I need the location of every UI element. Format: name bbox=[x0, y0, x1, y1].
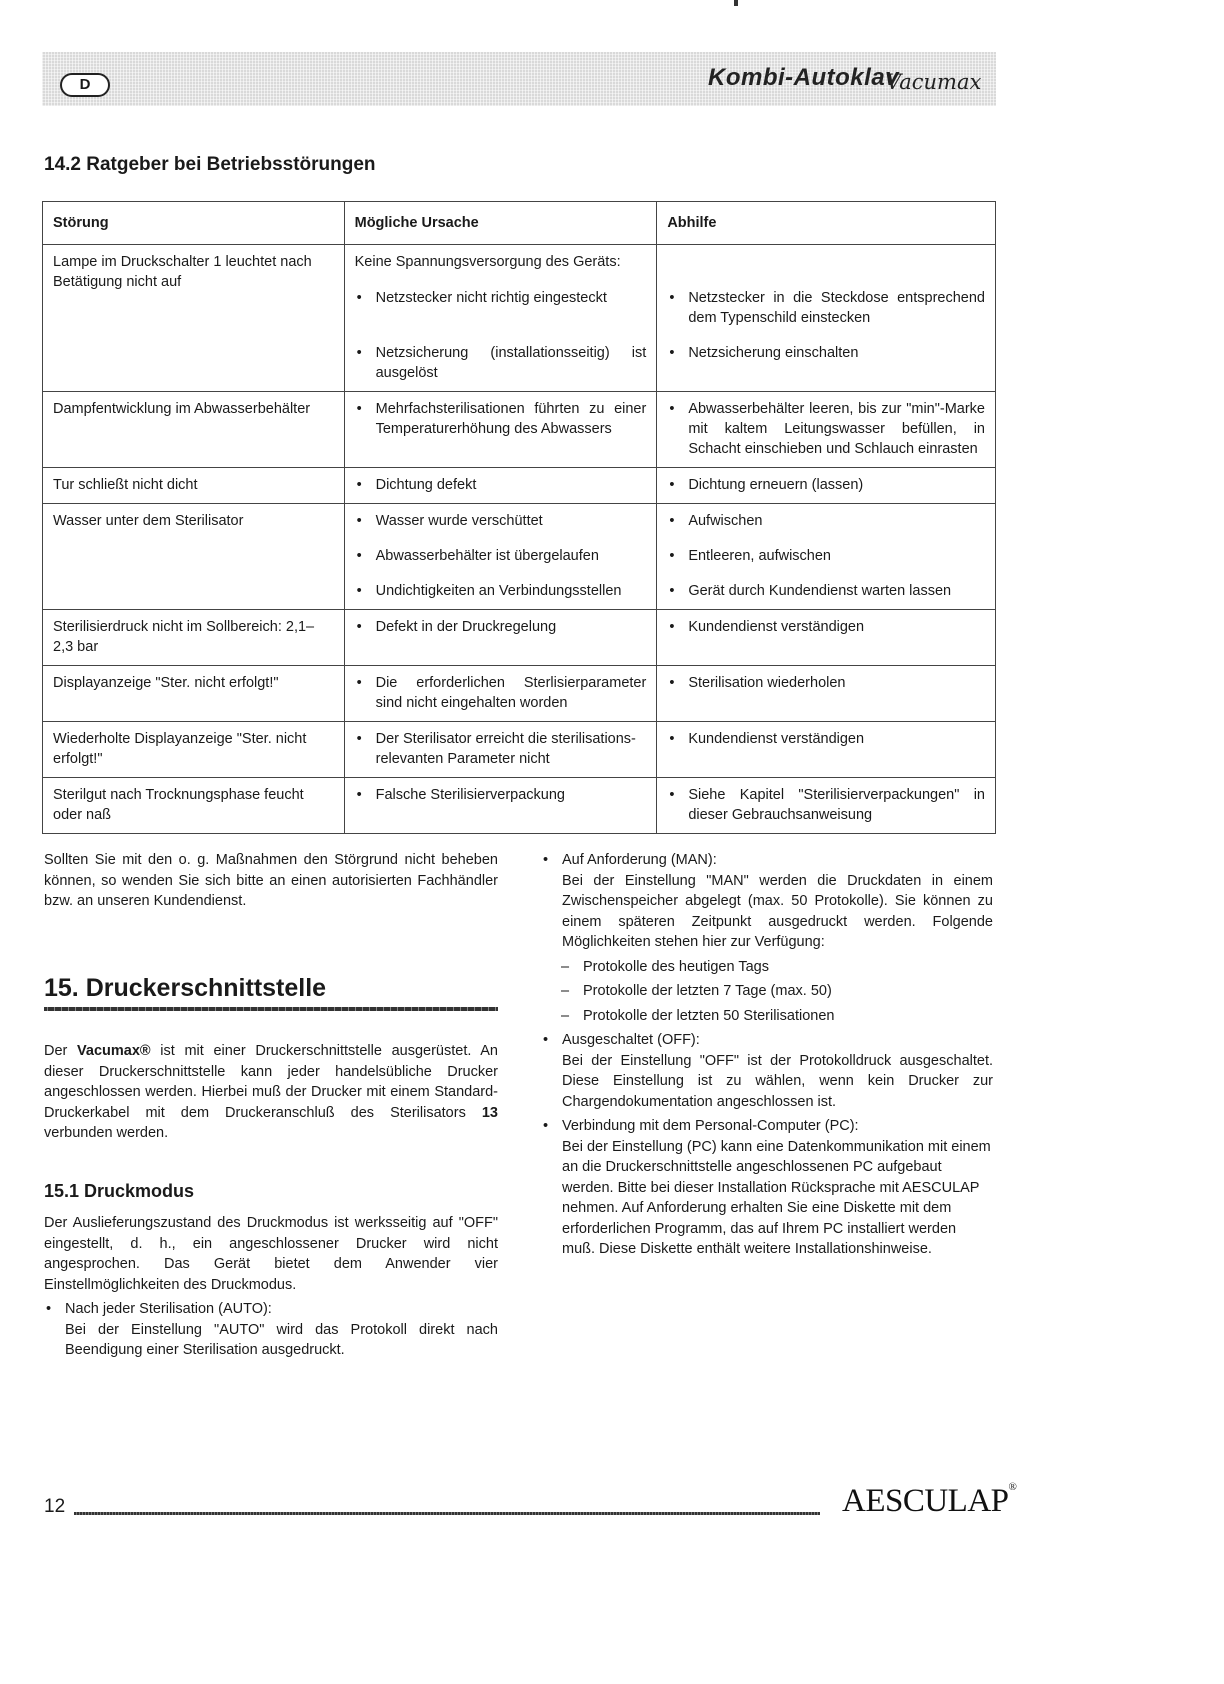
table-row bbox=[43, 245, 996, 392]
remedy-item: • Aufwischen bbox=[667, 511, 985, 531]
table-row bbox=[43, 610, 996, 666]
table-row bbox=[43, 722, 996, 778]
mode-label: • Ausgeschaltet (OFF): bbox=[562, 1032, 700, 1048]
remedy-cell bbox=[657, 468, 996, 504]
fault-cell: Dampfentwicklung im Abwasserbehälter bbox=[43, 392, 345, 468]
troubleshooting-note: Sollten Sie mit den o. g. Maßnahmen den Störgrund nicht beheben können, so wenden Sie sich bitte an einen autorisierten Fachhändler bzw. an unseren Kundendienst. bbox=[44, 852, 498, 909]
remedy-cell bbox=[657, 504, 996, 610]
remedy-item: • Netzstecker in die Steckdose entsprechend dem Typenschild einstecken bbox=[667, 288, 985, 328]
cause-item: • Falsche Sterilisierverpackung bbox=[355, 785, 647, 805]
column-header-remedy: Abhilfe bbox=[657, 202, 996, 245]
mode-description: Bei der Einstellung (PC) kann eine Datenkommunikation mit einem an die Druckerschnittstelle angeschlossenen PC aufgebaut werden. Bitte bei dieser Installation Rücksprache mit AESCULAP nehmen. Auf Anforderung erhalten Sie eine Diskette mit dem erforderlichen Programm, das auf Ihrem PC installiert werden muß. Diese Diskette enthält weitere Installationshinweise. bbox=[562, 1138, 991, 1257]
header-title: Kombi-Autoklav bbox=[708, 64, 900, 91]
footer-rule bbox=[74, 1512, 820, 1515]
mode-label: • Auf Anforderung (MAN): bbox=[562, 852, 717, 868]
cause-cell bbox=[344, 666, 657, 722]
cause-item: • Der Sterilisator erreicht die sterilisations-relevanten Parameter nicht bbox=[355, 729, 647, 769]
fault-cell: Tur schließt nicht dicht bbox=[43, 468, 345, 504]
section-14-2-title: 14.2 Ratgeber bei Betriebsstörungen bbox=[44, 154, 376, 175]
cause-cell bbox=[344, 392, 657, 468]
connector-reference: 13 bbox=[481, 1104, 498, 1121]
remedy-cell bbox=[657, 610, 996, 666]
intro-text-middle: ist mit einer Druckerschnittstelle ausgerüstet. An dieser Druckerschnittstelle kann jeder handelsübliche Drucker angeschlossen werden. Hierbei muß der Drucker mit einem Standard-Druckerkabel mit dem Druckeranschluß des Sterilisators bbox=[44, 1043, 498, 1121]
mode-description: Bei der Einstellung "MAN" werden die Druckdaten in einem Zwischenspeicher abgelegt (max. 50 Protokolle). Sie können zu einem späteren Zeitpunkt ausgedruckt werden. Folgende Möglichkeiten stehen hier zur Verfügung: bbox=[562, 872, 993, 950]
cause-item: • Wasser wurde verschüttet bbox=[355, 511, 647, 531]
remedy-item: • Siehe Kapitel "Sterilisierverpackungen" in dieser Gebrauchsanweisung bbox=[667, 785, 985, 825]
remedy-item: • Netzsicherung einschalten bbox=[667, 343, 985, 363]
section-15-1-title: 15.1 Druckmodus bbox=[44, 1181, 195, 1201]
table-header-row bbox=[43, 202, 996, 245]
section-15-rule bbox=[44, 1007, 498, 1011]
remedy-item: • Kundendienst verständigen bbox=[667, 617, 985, 637]
section-15-title: 15. Druckerschnittstelle bbox=[44, 974, 327, 1002]
cause-cell bbox=[344, 245, 657, 392]
section-15-1-modes bbox=[541, 850, 993, 1260]
remedy-item: • Gerät durch Kundendienst warten lassen bbox=[667, 581, 985, 601]
fault-cell: Sterilisierdruck nicht im Sollbereich: 2,1–2,3 bar bbox=[43, 610, 345, 666]
fault-cell: Wasser unter dem Sterilisator bbox=[43, 504, 345, 610]
cause-cell bbox=[344, 610, 657, 666]
mode-label: • Verbindung mit dem Personal-Computer (PC): bbox=[562, 1118, 859, 1134]
remedy-cell bbox=[657, 392, 996, 468]
mode-item-man bbox=[541, 850, 993, 953]
fault-cell: Wiederholte Displayanzeige "Ster. nicht erfolgt!" bbox=[43, 722, 345, 778]
cause-item: • Dichtung defekt bbox=[355, 475, 647, 495]
cause-intro: Keine Spannungsversorgung des Geräts: bbox=[354, 254, 621, 270]
remedy-cell bbox=[657, 778, 996, 834]
cause-item: • Netzstecker nicht richtig eingesteckt bbox=[355, 288, 647, 308]
cause-cell bbox=[344, 504, 657, 610]
cause-item: • Netzsicherung (installationsseitig) ist ausgelöst bbox=[355, 343, 647, 383]
column-header-cause: Mögliche Ursache bbox=[344, 202, 657, 245]
table-row bbox=[43, 392, 996, 468]
remedy-item: • Kundendienst verständigen bbox=[667, 729, 985, 749]
man-option: – Protokolle der letzten 50 Sterilisationen bbox=[541, 1006, 993, 1027]
man-option: – Protokolle des heutigen Tags bbox=[541, 957, 993, 978]
brand-name: AESCULAP bbox=[842, 1483, 1009, 1519]
remedy-cell bbox=[657, 722, 996, 778]
remedy-item: • Entleeren, aufwischen bbox=[667, 546, 985, 566]
section-15-1-body bbox=[44, 1213, 498, 1361]
language-badge: D bbox=[60, 73, 110, 97]
table-row bbox=[43, 504, 996, 610]
cause-cell bbox=[344, 722, 657, 778]
fault-cell: Lampe im Druckschalter 1 leuchtet nach Betätigung nicht auf bbox=[43, 245, 345, 392]
mode-description: Bei der Einstellung "OFF" ist der Protokolldruck ausgeschaltet. Diese Einstellung ist zu wählen, wenn kein Drucker zur Chargendokumentation angeschlossen ist. bbox=[562, 1052, 993, 1110]
fault-cell: Displayanzeige "Ster. nicht erfolgt!" bbox=[43, 666, 345, 722]
product-logo: Vacumax bbox=[886, 70, 982, 94]
mode-label: • Nach jeder Sterilisation (AUTO): bbox=[65, 1301, 272, 1317]
product-name: Vacumax® bbox=[77, 1043, 151, 1059]
cause-item: • Mehrfachsterilisationen führten zu einer Temperaturerhöhung des Abwassers bbox=[355, 399, 647, 439]
brand-registered-mark: ® bbox=[1008, 1481, 1017, 1493]
intro-text-after: verbunden werden. bbox=[44, 1125, 169, 1141]
cause-cell bbox=[344, 468, 657, 504]
cause-cell bbox=[344, 778, 657, 834]
cause-item: • Defekt in der Druckregelung bbox=[355, 617, 647, 637]
cause-item: • Die erforderlichen Sterlisierparameter sind nicht eingehalten worden bbox=[355, 673, 647, 713]
remedy-cell bbox=[657, 245, 996, 392]
column-header-fault: Störung bbox=[43, 202, 345, 245]
table-row bbox=[43, 666, 996, 722]
remedy-cell bbox=[657, 666, 996, 722]
table-row bbox=[43, 468, 996, 504]
mode-description: Bei der Einstellung "AUTO" wird das Protokoll direkt nach Beendigung einer Sterilisation ausgedruckt. bbox=[65, 1321, 498, 1358]
remedy-item: • Sterilisation wiederholen bbox=[667, 673, 985, 693]
remedy-item: • Dichtung erneuern (lassen) bbox=[667, 475, 985, 495]
cause-item: • Abwasserbehälter ist übergelaufen bbox=[355, 546, 647, 566]
mode-item-auto bbox=[44, 1299, 498, 1361]
cause-item: • Undichtigkeiten an Verbindungsstellen bbox=[355, 581, 647, 601]
mode-item-pc bbox=[541, 1116, 993, 1260]
scan-mark bbox=[734, 0, 738, 6]
table-row bbox=[43, 778, 996, 834]
mode-item-off bbox=[541, 1030, 993, 1112]
fault-cell: Sterilgut nach Trocknungsphase feucht oder naß bbox=[43, 778, 345, 834]
druckmodus-intro: Der Auslieferungszustand des Druckmodus ist werksseitig auf "OFF" eingestellt, d. h., ein angeschlossener Drucker wird nicht angesprochen. Das Gerät bietet dem Anwender vier Einstellmöglichkeiten des Druckmodus. bbox=[44, 1215, 498, 1293]
intro-text-before: Der bbox=[44, 1043, 78, 1059]
section-15-intro bbox=[44, 1041, 498, 1144]
page-number: 12 bbox=[44, 1496, 66, 1517]
remedy-item: • Abwasserbehälter leeren, bis zur "min"-Marke mit kaltem Leitungswasser befüllen, in Schacht einschieben und Schlauch einrasten bbox=[667, 399, 985, 459]
brand-logo bbox=[842, 1483, 1016, 1520]
troubleshooting-table bbox=[42, 201, 996, 834]
man-option: – Protokolle der letzten 7 Tage (max. 50) bbox=[541, 981, 993, 1002]
